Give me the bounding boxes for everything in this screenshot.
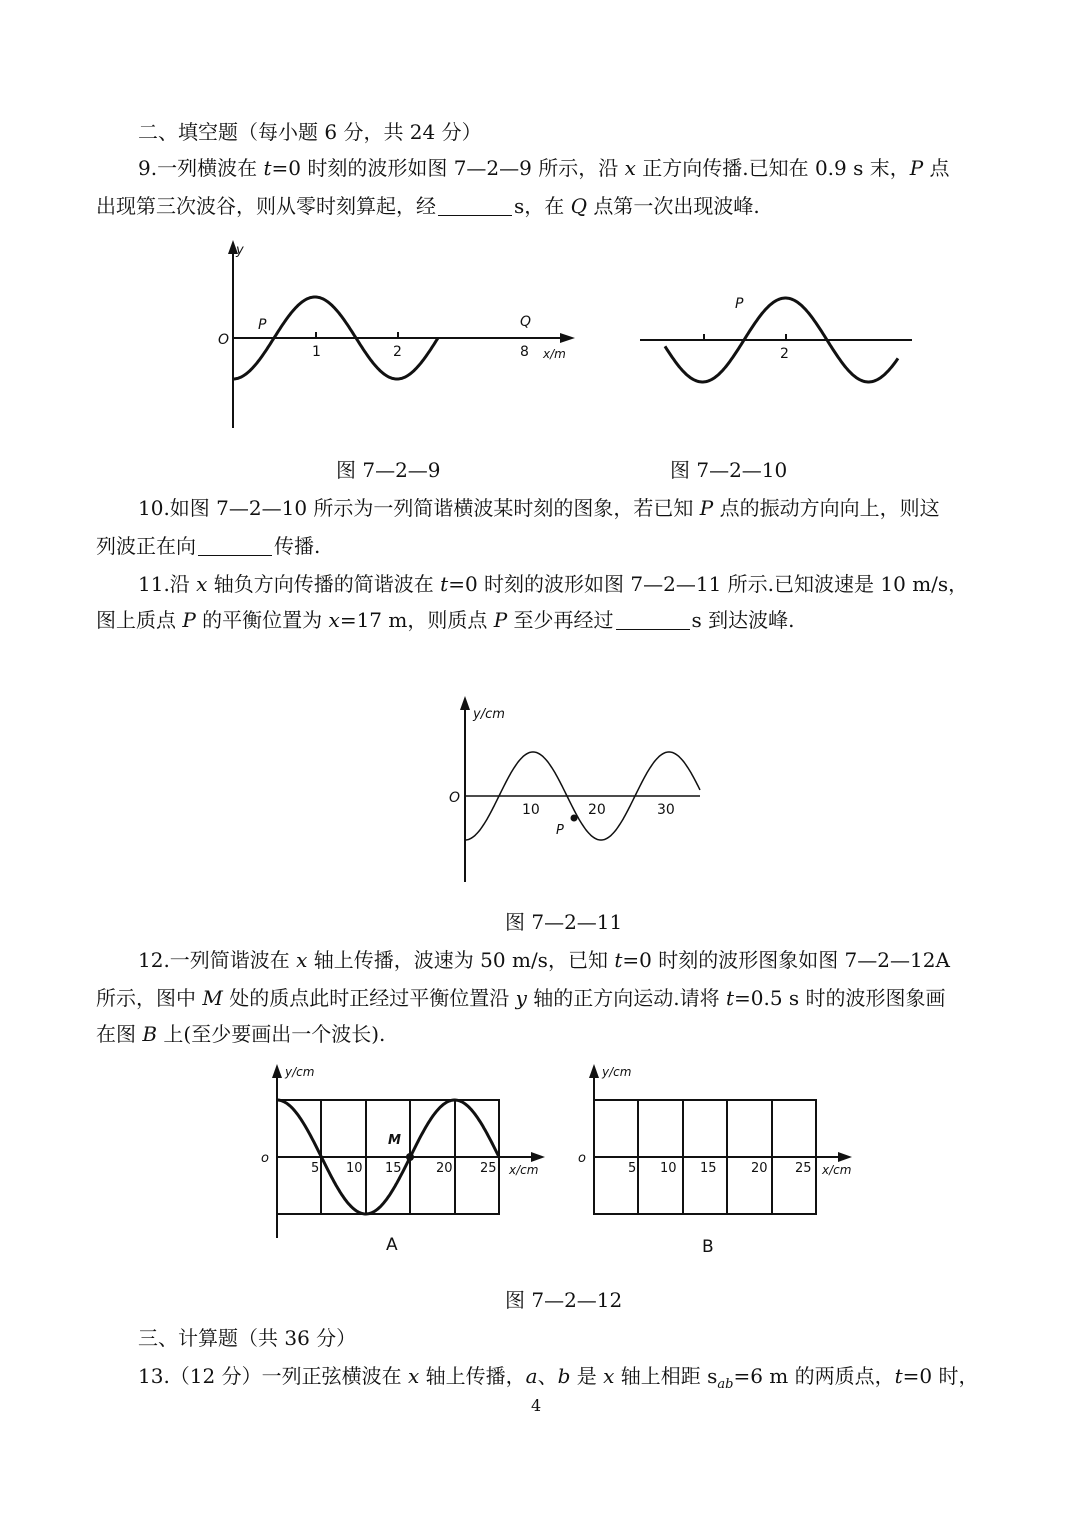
tick-label: 20 [751, 1161, 768, 1176]
question-11-line-2: 图上质点 P 的平衡位置为 x=17 m，则质点 P 至少再经过 s 到达波峰. [96, 608, 795, 632]
figure-label-a: A [386, 1235, 398, 1255]
tick-label: 5 [628, 1161, 637, 1176]
x-axis-label: x/cm [822, 1163, 852, 1177]
point-p-label: P [556, 823, 564, 838]
question-11-line-1: 11.沿 x 轴负方向传播的简谐波在 t=0 时刻的波形如图 7—2—11 所示.已知波速是 10 m/s， [138, 572, 969, 596]
origin-label: o [261, 1151, 269, 1166]
y-axis-label: y/cm [473, 707, 505, 722]
answer-blank[interactable] [438, 195, 512, 216]
question-13-line-1: 13.（12 分）一列正弦横波在 x 轴上传播，a、b 是 x 轴上相距 $s_{ab}=6$ m 的两质点，t=0 时， [138, 1364, 979, 1392]
question-12-line-3: 在图 B 上(至少要画出一个波长). [96, 1022, 386, 1046]
tick-label: 15 [385, 1161, 402, 1176]
y-axis-label: y/cm [285, 1065, 315, 1079]
tick-label: 2 [780, 346, 789, 362]
tick-label: 10 [660, 1161, 677, 1176]
figure-7-2-12-b [572, 1060, 872, 1260]
tick-label: 1 [312, 344, 321, 360]
figure-caption: 图 7—2—12 [505, 1288, 623, 1312]
point-p-marker [571, 815, 578, 822]
tick-label: 30 [657, 802, 675, 818]
tick-label: 8 [520, 344, 529, 360]
question-12-line-2: 所示，图中 M 处的质点此时正经过平衡位置沿 y 轴的正方向运动.请将 t=0.5 s 时的波形图象画 [96, 986, 946, 1010]
section-heading: 三、计算题（共 36 分） [138, 1326, 357, 1350]
question-9-line-1: 9.一列横波在 t=0 时刻的波形如图 7—2—9 所示，沿 x 正方向传播.已知在 0.9 s 末，P 点 [138, 156, 950, 180]
question-9-line-2: 出现第三次波谷，则从零时刻算起，经 s，在 Q 点第一次出现波峰. [96, 194, 760, 218]
figure-7-2-10 [630, 280, 920, 390]
point-p-label: P [258, 317, 267, 333]
point-m-marker [406, 1153, 414, 1161]
question-10-line-2: 列波正在向 传播. [96, 534, 321, 558]
figure-7-2-11 [440, 692, 720, 888]
figure-7-2-9 [200, 236, 590, 436]
point-q-label: Q [520, 314, 532, 330]
origin-label: o [578, 1151, 586, 1166]
figure-caption: 图 7—2—10 [670, 458, 788, 482]
origin-label: O [218, 332, 230, 348]
tick-label: 25 [795, 1161, 812, 1176]
tick-label: 2 [393, 344, 402, 360]
figure-caption: 图 7—2—9 [336, 458, 441, 482]
tick-label: 10 [522, 802, 540, 818]
answer-blank[interactable] [616, 609, 690, 630]
y-axis-label: y [236, 243, 244, 258]
page-number: 4 [531, 1396, 542, 1415]
y-axis-label: y/cm [602, 1065, 632, 1079]
x-axis-label: x/cm [509, 1163, 539, 1177]
tick-label: 15 [700, 1161, 717, 1176]
figure-7-2-12-a [255, 1060, 555, 1260]
answer-blank[interactable] [198, 535, 272, 556]
point-m-label: M [388, 1133, 401, 1148]
tick-label: 5 [311, 1161, 320, 1176]
question-10-line-1: 10.如图 7—2—10 所示为一列简谐横波某时刻的图象，若已知 P 点的振动方向向上，则这 [138, 496, 940, 520]
section-heading: 二、填空题（每小题 6 分，共 24 分） [138, 120, 482, 144]
tick-label: 10 [346, 1161, 363, 1176]
figure-label-b: B [702, 1237, 714, 1257]
x-axis-label: x/m [543, 347, 566, 361]
tick-label: 25 [480, 1161, 497, 1176]
figure-caption: 图 7—2—11 [505, 910, 623, 934]
point-p-label: P [735, 296, 744, 312]
origin-label: O [449, 790, 461, 806]
question-12-line-1: 12.一列简谐波在 x 轴上传播，波速为 50 m/s，已知 t=0 时刻的波形图象如图 7—2—12A [138, 948, 950, 972]
tick-label: 20 [436, 1161, 453, 1176]
tick-label: 20 [588, 802, 606, 818]
